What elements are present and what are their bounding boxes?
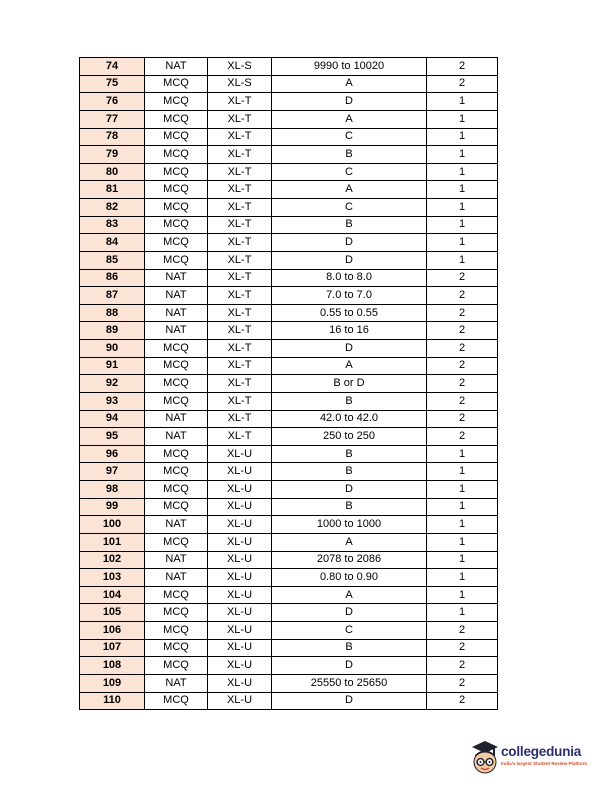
marks-cell: 2 [427,639,498,657]
question-number-cell: 76 [80,93,145,111]
answer-key-cell: D [272,93,427,111]
question-type-cell: MCQ [145,692,208,710]
answer-key-body [80,58,498,710]
table-row [80,269,498,287]
answer-key-cell: 25550 to 25650 [272,674,427,692]
section-cell: XL-U [208,533,272,551]
answer-key-cell: A [272,110,427,128]
answer-key-cell: B [272,216,427,234]
question-type-cell: NAT [145,287,208,305]
answer-key-cell: 0.80 to 0.90 [272,569,427,587]
table-row [80,533,498,551]
question-number-cell: 80 [80,163,145,181]
section-cell: XL-T [208,357,272,375]
marks-cell: 1 [427,533,498,551]
marks-cell: 2 [427,657,498,675]
question-number-cell: 81 [80,181,145,199]
answer-key-cell: B or D [272,375,427,393]
answer-key-cell: 8.0 to 8.0 [272,269,427,287]
marks-cell: 1 [427,181,498,199]
question-type-cell: NAT [145,428,208,446]
marks-cell: 2 [427,392,498,410]
marks-cell: 2 [427,410,498,428]
marks-cell: 2 [427,340,498,358]
answer-key-cell: A [272,586,427,604]
section-cell: XL-U [208,692,272,710]
question-type-cell: MCQ [145,251,208,269]
marks-cell: 1 [427,516,498,534]
marks-cell: 1 [427,234,498,252]
question-type-cell: NAT [145,551,208,569]
section-cell: XL-S [208,58,272,76]
table-row [80,622,498,640]
answer-key-cell: 42.0 to 42.0 [272,410,427,428]
answer-key-cell: B [272,463,427,481]
section-cell: XL-U [208,622,272,640]
marks-cell: 2 [427,622,498,640]
marks-cell: 2 [427,357,498,375]
question-number-cell: 98 [80,481,145,499]
marks-cell: 1 [427,604,498,622]
marks-cell: 1 [427,216,498,234]
marks-cell: 1 [427,199,498,217]
table-row [80,375,498,393]
question-type-cell: MCQ [145,340,208,358]
table-row [80,199,498,217]
question-type-cell: NAT [145,569,208,587]
question-type-cell: NAT [145,58,208,76]
answer-key-cell: 2078 to 2086 [272,551,427,569]
question-type-cell: MCQ [145,75,208,93]
table-row [80,58,498,76]
answer-key-cell: A [272,75,427,93]
answer-key-cell: 16 to 16 [272,322,427,340]
question-type-cell: MCQ [145,163,208,181]
section-cell: XL-T [208,322,272,340]
question-number-cell: 97 [80,463,145,481]
section-cell: XL-U [208,445,272,463]
question-number-cell: 103 [80,569,145,587]
answer-key-cell: C [272,128,427,146]
table-row [80,340,498,358]
marks-cell: 1 [427,569,498,587]
answer-key-cell: D [272,657,427,675]
table-row [80,216,498,234]
section-cell: XL-T [208,392,272,410]
student-face-icon [468,738,502,778]
answer-key-cell: B [272,498,427,516]
section-cell: XL-U [208,657,272,675]
section-cell: XL-T [208,269,272,287]
section-cell: XL-T [208,128,272,146]
answer-key-cell: 1000 to 1000 [272,516,427,534]
section-cell: XL-T [208,375,272,393]
marks-cell: 2 [427,304,498,322]
question-type-cell: MCQ [145,128,208,146]
table-row [80,322,498,340]
answer-key-cell: D [272,481,427,499]
question-number-cell: 86 [80,269,145,287]
marks-cell: 2 [427,322,498,340]
marks-cell: 1 [427,251,498,269]
question-number-cell: 83 [80,216,145,234]
table-row [80,481,498,499]
section-cell: XL-T [208,234,272,252]
question-type-cell: MCQ [145,445,208,463]
answer-key-cell: A [272,357,427,375]
table-row [80,251,498,269]
marks-cell: 2 [427,692,498,710]
answer-key-cell: 9990 to 10020 [272,58,427,76]
answer-key-cell: B [272,392,427,410]
section-cell: XL-T [208,287,272,305]
question-number-cell: 107 [80,639,145,657]
question-number-cell: 77 [80,110,145,128]
section-cell: XL-U [208,463,272,481]
marks-cell: 1 [427,586,498,604]
table-row [80,692,498,710]
answer-key-cell: 7.0 to 7.0 [272,287,427,305]
question-type-cell: MCQ [145,533,208,551]
table-row [80,516,498,534]
question-type-cell: MCQ [145,463,208,481]
table-row [80,657,498,675]
marks-cell: 1 [427,163,498,181]
question-number-cell: 110 [80,692,145,710]
answer-key-cell: D [272,604,427,622]
section-cell: XL-T [208,110,272,128]
question-number-cell: 106 [80,622,145,640]
table-row [80,75,498,93]
table-row [80,181,498,199]
marks-cell: 2 [427,287,498,305]
table-row [80,551,498,569]
answer-key-cell: D [272,340,427,358]
question-number-cell: 102 [80,551,145,569]
brand-name: collegedunia [501,744,582,759]
question-number-cell: 93 [80,392,145,410]
answer-key-cell: C [272,163,427,181]
table-row [80,110,498,128]
section-cell: XL-T [208,163,272,181]
table-row [80,392,498,410]
section-cell: XL-T [208,146,272,164]
question-type-cell: MCQ [145,93,208,111]
question-number-cell: 96 [80,445,145,463]
question-number-cell: 87 [80,287,145,305]
marks-cell: 1 [427,551,498,569]
question-type-cell: MCQ [145,657,208,675]
section-cell: XL-T [208,410,272,428]
question-number-cell: 99 [80,498,145,516]
question-number-cell: 108 [80,657,145,675]
question-type-cell: MCQ [145,357,208,375]
marks-cell: 1 [427,110,498,128]
table-row [80,498,498,516]
table-row [80,428,498,446]
answer-key-cell: B [272,445,427,463]
section-cell: XL-U [208,639,272,657]
answer-key-cell: 250 to 250 [272,428,427,446]
section-cell: XL-T [208,181,272,199]
question-type-cell: MCQ [145,181,208,199]
answer-key-table [79,57,498,710]
question-number-cell: 91 [80,357,145,375]
table-row [80,639,498,657]
marks-cell: 2 [427,269,498,287]
answer-key-cell: D [272,692,427,710]
answer-key-cell: A [272,533,427,551]
question-type-cell: MCQ [145,586,208,604]
question-type-cell: MCQ [145,392,208,410]
marks-cell: 1 [427,445,498,463]
question-number-cell: 94 [80,410,145,428]
table-row [80,586,498,604]
question-type-cell: MCQ [145,110,208,128]
table-row [80,128,498,146]
section-cell: XL-T [208,340,272,358]
table-row [80,93,498,111]
marks-cell: 1 [427,481,498,499]
question-type-cell: MCQ [145,481,208,499]
table-row [80,410,498,428]
answer-key-cell: B [272,146,427,164]
question-number-cell: 100 [80,516,145,534]
question-type-cell: MCQ [145,216,208,234]
section-cell: XL-U [208,604,272,622]
section-cell: XL-T [208,251,272,269]
table-row [80,163,498,181]
question-number-cell: 104 [80,586,145,604]
question-type-cell: MCQ [145,199,208,217]
question-type-cell: MCQ [145,498,208,516]
answer-key-cell: C [272,622,427,640]
question-type-cell: MCQ [145,234,208,252]
marks-cell: 1 [427,146,498,164]
answer-key-cell: 0.55 to 0.55 [272,304,427,322]
question-type-cell: MCQ [145,622,208,640]
question-number-cell: 78 [80,128,145,146]
question-type-cell: NAT [145,322,208,340]
marks-cell: 1 [427,463,498,481]
table-row [80,357,498,375]
marks-cell: 2 [427,75,498,93]
question-type-cell: MCQ [145,639,208,657]
question-number-cell: 74 [80,58,145,76]
question-type-cell: MCQ [145,146,208,164]
section-cell: XL-T [208,199,272,217]
answer-key-cell: D [272,234,427,252]
answer-key-cell: D [272,251,427,269]
question-number-cell: 79 [80,146,145,164]
answer-key-cell: B [272,639,427,657]
table-row [80,463,498,481]
answer-key-cell: C [272,199,427,217]
question-number-cell: 75 [80,75,145,93]
table-row [80,304,498,322]
question-type-cell: NAT [145,674,208,692]
question-type-cell: NAT [145,269,208,287]
brand-tagline: India's largest Student Review Platform [501,761,588,766]
question-type-cell: MCQ [145,375,208,393]
question-number-cell: 95 [80,428,145,446]
section-cell: XL-U [208,586,272,604]
question-number-cell: 90 [80,340,145,358]
question-number-cell: 105 [80,604,145,622]
marks-cell: 2 [427,58,498,76]
section-cell: XL-T [208,428,272,446]
section-cell: XL-S [208,75,272,93]
section-cell: XL-U [208,674,272,692]
table-row [80,287,498,305]
question-number-cell: 92 [80,375,145,393]
marks-cell: 1 [427,93,498,111]
question-number-cell: 101 [80,533,145,551]
question-number-cell: 88 [80,304,145,322]
question-type-cell: MCQ [145,604,208,622]
table-row [80,146,498,164]
table-row [80,234,498,252]
section-cell: XL-U [208,481,272,499]
answer-key-cell: A [272,181,427,199]
marks-cell: 2 [427,674,498,692]
table-row [80,604,498,622]
marks-cell: 1 [427,128,498,146]
section-cell: XL-T [208,304,272,322]
table-row [80,445,498,463]
table-row [80,674,498,692]
question-number-cell: 109 [80,674,145,692]
marks-cell: 2 [427,428,498,446]
marks-cell: 1 [427,498,498,516]
section-cell: XL-T [208,93,272,111]
marks-cell: 2 [427,375,498,393]
collegedunia-logo [468,738,598,778]
section-cell: XL-T [208,216,272,234]
question-type-cell: NAT [145,304,208,322]
section-cell: XL-U [208,516,272,534]
table-row [80,569,498,587]
section-cell: XL-U [208,569,272,587]
question-type-cell: NAT [145,410,208,428]
section-cell: XL-U [208,551,272,569]
question-number-cell: 89 [80,322,145,340]
question-number-cell: 82 [80,199,145,217]
question-number-cell: 84 [80,234,145,252]
section-cell: XL-U [208,498,272,516]
question-type-cell: NAT [145,516,208,534]
question-number-cell: 85 [80,251,145,269]
